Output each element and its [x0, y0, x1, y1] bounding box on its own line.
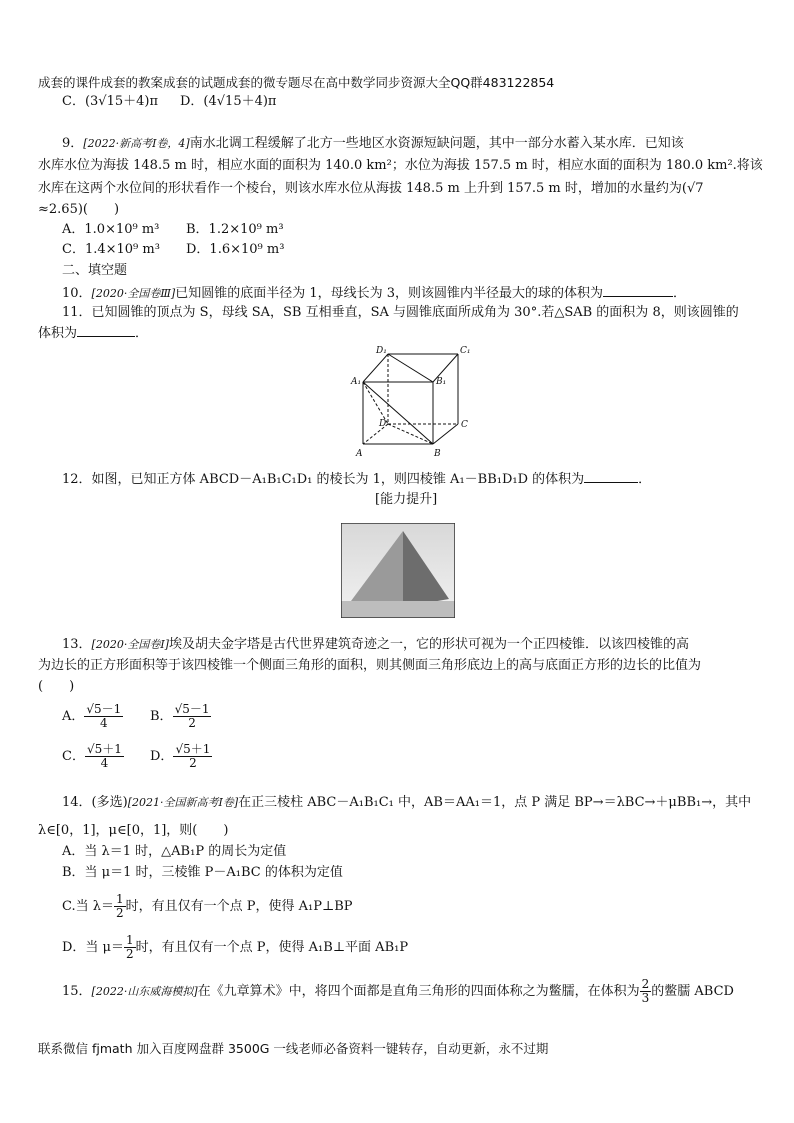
- edge-a1d-hidden: [363, 382, 388, 424]
- q8-option-d: D．(4√15＋4)π: [180, 94, 277, 109]
- q13-source: [2020·全国卷Ⅰ]: [91, 638, 169, 651]
- q12-line: [62, 470, 651, 489]
- q14-option-b: B．当 μ＝1 时，三棱锥 P－A₁BC 的体积为定值: [62, 865, 343, 880]
- q9-option-d: D．1.6×10⁹ m³: [186, 242, 285, 257]
- q14-option-c: C.当 λ＝ $\frac{1}{2}$ 时，有且仅有一个点 P，使得 A₁P⊥BP: [62, 892, 353, 920]
- q10-period: ．: [673, 286, 687, 301]
- q13-number: 13．: [62, 637, 92, 652]
- q11-text2: 体积为: [38, 326, 78, 341]
- ground: [341, 601, 455, 618]
- q14-line2: λ∈[0，1]，μ∈[0，1]，则( ): [38, 823, 229, 838]
- pyramid-photo: [341, 523, 455, 618]
- q9-line4: ≈2.65)( ): [38, 202, 120, 217]
- q13-line1: [62, 636, 689, 654]
- q13-text1: 埃及胡夫金字塔是古代世界建筑奇迹之一，它的形状可视为一个正四棱锥．以该四棱锥的高: [168, 637, 689, 652]
- edge-a1d1: [363, 354, 388, 382]
- q13-option-b: B． $\frac{√5-1}{2}$: [150, 702, 210, 730]
- q8-option-c: C．(3√15＋4)π: [62, 94, 159, 109]
- q11-period: ．: [135, 326, 149, 341]
- label-b1: B₁: [436, 377, 447, 387]
- q13-option-a: A． $\frac{√5-1}{4}$: [62, 702, 122, 730]
- q9-source: [2022·新高考Ⅰ卷，4]: [83, 137, 190, 150]
- label-a1: A₁: [351, 377, 362, 387]
- q10-line: [62, 284, 686, 303]
- q15-source: [2022·山东威海模拟]: [91, 985, 198, 998]
- q13-option-c: C． $\frac{√5+1}{4}$: [62, 742, 122, 770]
- q14-number: 14．(多选): [62, 795, 128, 810]
- q9-text1: 南水北调工程缓解了北方一些地区水资源短缺问题，其中一部分水蓄入某水库．已知该: [189, 136, 684, 151]
- edge-db-hidden: [388, 424, 433, 444]
- q12-period: ．: [638, 472, 652, 487]
- q12-text: 12．如图，已知正方体 ABCD－A₁B₁C₁D₁ 的棱长为 1，则四棱锥 A₁－BB₁D₁D 的体积为: [62, 472, 585, 487]
- q15-line: 15．[2022·山东威海模拟]在《九章算术》中，将四个面都是直角三角形的四面体称之为鳖臑，在体积为 $\frac{2}{3}$ 的鳖臑 ABCD: [62, 977, 734, 1005]
- label-d: D: [379, 419, 387, 429]
- edge-d1b1: [388, 354, 433, 382]
- section-ability: [能力提升]: [375, 492, 438, 507]
- q14-source: [2021·全国新高考Ⅰ卷]: [127, 796, 239, 809]
- q9-option-b: B．1.2×10⁹ m³: [186, 222, 284, 237]
- label-d1: D₁: [376, 346, 387, 356]
- q11-answer-blank[interactable]: [77, 324, 135, 337]
- cube-figure: [350, 344, 480, 462]
- q10-answer-blank[interactable]: [603, 284, 673, 297]
- label-b: B: [434, 449, 441, 459]
- section-fill-in: 二、填空题: [62, 263, 128, 278]
- q14-option-d: D．当 μ＝ $\frac{1}{2}$ 时，有且仅有一个点 P，使得 A₁B⊥平面 AB₁P: [62, 933, 409, 961]
- label-a: A: [356, 449, 363, 459]
- footer-banner: 联系微信 fjmath 加入百度网盘群 3500G 一线老师必备资料一键转存，自动更新，永不过期: [38, 1041, 549, 1056]
- q12-answer-blank[interactable]: [584, 470, 638, 483]
- q9-option-a: A．1.0×10⁹ m³: [62, 222, 160, 237]
- q14-text1: 在正三棱柱 ABC－A₁B₁C₁ 中，AB＝AA₁＝1，点 P 满足 BP→＝λBC→＋μBB₁→，其中: [238, 795, 752, 810]
- q13-line3: ( ): [38, 679, 75, 694]
- q9-number: 9．: [62, 136, 84, 151]
- label-c1: C₁: [460, 346, 471, 356]
- q9-option-c: C．1.4×10⁹ m³: [62, 242, 160, 257]
- q9-line3: 水库在这两个水位间的形状看作一个棱台，则该水库水位从海拔 148.5 m 上升到 157.5 m 时，增加的水量约为(√7: [38, 181, 704, 196]
- q13-option-d: D． $\frac{√5+1}{2}$: [150, 742, 211, 770]
- edge-bc: [433, 424, 458, 444]
- q11-line2: [38, 324, 148, 343]
- header-banner: 成套的课件成套的教案成套的试题成套的微专题尽在高中数学同步资源大全QQ群483122854: [38, 75, 555, 90]
- q10-text: 已知圆锥的底面半径为 1，母线长为 3，则该圆锥内半径最大的球的体积为: [175, 286, 604, 301]
- label-c: C: [461, 420, 468, 430]
- q9-line2: 水库水位为海拔 148.5 m 时，相应水面的面积为 140.0 km²；水位为海拔 157.5 m 时，相应水面的面积为 180.0 km².将该: [38, 158, 763, 173]
- q9-line1: [62, 135, 684, 153]
- q11-line1: 11．已知圆锥的顶点为 S，母线 SA，SB 互相垂直，SA 与圆锥底面所成角为 30°.若△SAB 的面积为 8，则该圆锥的: [62, 305, 739, 320]
- edge-a1b: [363, 382, 433, 444]
- q10-source: [2020·全国卷Ⅲ]: [91, 287, 176, 300]
- q14-line1: [62, 794, 751, 812]
- q15-number: 15．: [62, 984, 92, 999]
- q14-option-a: A．当 λ＝1 时，△AB₁P 的周长为定值: [62, 844, 287, 859]
- q10-number: 10．: [62, 286, 92, 301]
- q13-line2: 为边长的正方形面积等于该四棱锥一个侧面三角形的面积，则其侧面三角形底边上的高与底面正方形的边长的比值为: [38, 658, 702, 673]
